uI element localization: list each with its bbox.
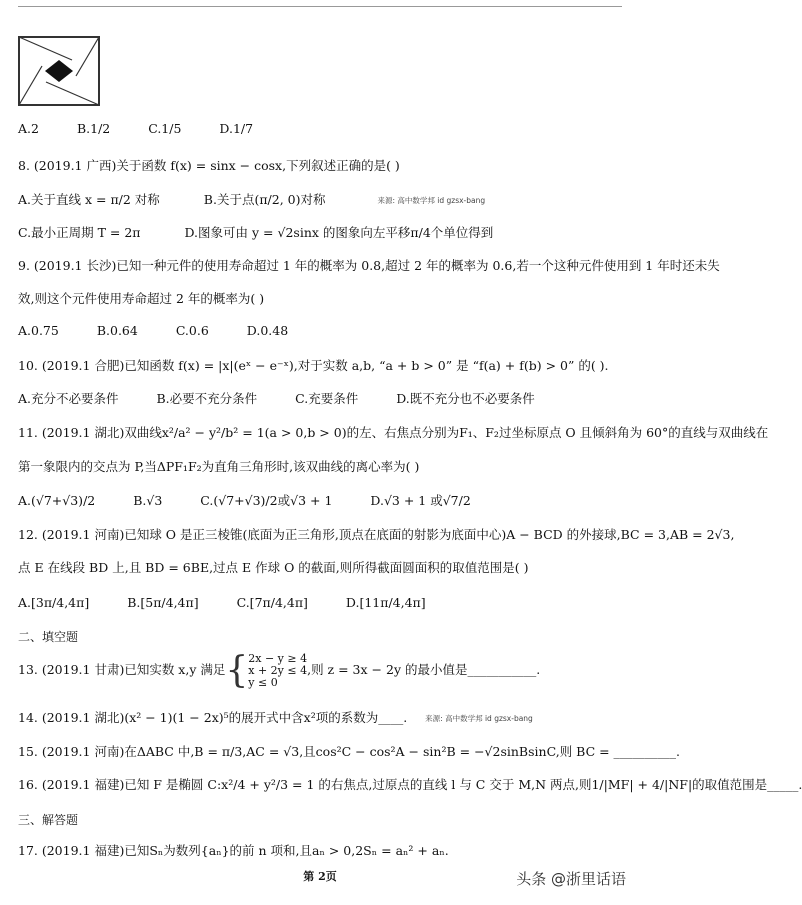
q8-options-row1 <box>18 191 622 210</box>
q7-option-c: C.1/5 <box>148 121 182 136</box>
q17-stem: 17. (2019.1 福建)已知Sₙ为数列{aₙ}的前 n 项和,且aₙ > 0,2Sₙ = aₙ² + aₙ. <box>18 843 449 858</box>
pinwheel-square-figure <box>18 36 100 106</box>
q8-option-d: D.图象可由 y = √2sinx 的图象向左平移π/4个单位得到 <box>184 225 494 240</box>
q15-stem: 15. (2019.1 河南)在ΔABC 中,B = π/3,AC = √3,且cos²C − cos²A − sin²B = −√2sinBsinC,则 BC = __________. <box>18 744 681 759</box>
q13-stem <box>18 649 622 691</box>
q9-option-b: B.0.64 <box>96 323 138 338</box>
q13-ineq-1: 2x − y ≥ 4 <box>248 651 308 665</box>
q11-option-a: A.(√7+√3)/2 <box>18 493 96 508</box>
q8-option-a: A.关于直线 x = π/2 对称 <box>18 192 160 207</box>
q10-options <box>18 390 622 408</box>
q7-option-b: B.1/2 <box>76 121 111 136</box>
q16-stem: 16. (2019.1 福建)已知 F 是椭圆 C:x²/4 + y²/3 = 1 的右焦点,过原点的直线 l 与 C 交于 M,N 两点,则1/|MF| + 4/|NF|的取值范围是_____. <box>18 777 802 792</box>
brand-watermark: 头条 @浙里话语 <box>516 870 626 888</box>
q9-options <box>18 322 622 340</box>
q12-stem-line2: 点 E 在线段 BD 上,且 BD = 6BE,过点 E 作球 O 的截面,则所得截面圆面积的取值范围是( ) <box>18 560 529 575</box>
q9-option-d: D.0.48 <box>246 323 289 338</box>
section-fill-in-heading: 二、填空题 <box>18 630 79 644</box>
q11-stem-line2: 第一象限内的交点为 P,当ΔPF₁F₂为直角三角形时,该双曲线的离心率为( ) <box>18 459 420 474</box>
q11-stem-line1: 11. (2019.1 湖北)双曲线x²/a² − y²/b² = 1(a > 0,b > 0)的左、右焦点分别为F₁、F₂过坐标原点 O 且倾斜角为 60°的直线与双曲线在 <box>18 425 769 440</box>
q12-option-b: B.[5π/4,4π] <box>127 595 199 610</box>
watermark-text: 来源: 高中数学邦 id gzsx-bang <box>377 195 486 205</box>
q10-option-c: C.充要条件 <box>295 391 359 406</box>
q9-stem-line2: 效,则这个元件使用寿命超过 2 年的概率为( ) <box>18 291 265 306</box>
q8-option-c: C.最小正周期 T = 2π <box>18 225 141 240</box>
q7-options <box>18 120 622 138</box>
page-number: 第 2页 <box>303 870 337 883</box>
q13-ineq-3: y ≤ 0 <box>248 675 278 689</box>
q11-option-c: C.(√7+√3)/2或√3 + 1 <box>200 493 333 508</box>
q13-ineq-2: x + 2y ≤ 4 <box>248 663 308 677</box>
q14-stem: 14. (2019.1 湖北)(x² − 1)(1 − 2x)⁵的展开式中含x²项的系数为____. <box>18 710 408 725</box>
q10-option-d: D.既不充分也不必要条件 <box>396 391 535 406</box>
q14-stem-row <box>18 709 622 728</box>
q10-option-a: A.充分不必要条件 <box>18 391 119 406</box>
q8-stem: 8. (2019.1 广西)关于函数 f(x) = sinx − cosx,下列叙述正确的是( ) <box>18 158 400 173</box>
q12-stem-line1: 12. (2019.1 河南)已知球 O 是正三棱锥(底面为正三角形,顶点在底面的射影为底面中心)A − BCD 的外接球,BC = 3,AB = 2√3, <box>18 527 735 542</box>
q7-option-a: A.2 <box>18 121 39 136</box>
section-answer-heading: 三、解答题 <box>18 813 79 827</box>
q13-suffix: ,则 z = 3x − 2y 的最小值是___________. <box>307 662 541 677</box>
q12-options <box>18 594 622 612</box>
q7-option-d: D.1/7 <box>219 121 254 136</box>
q11-options <box>18 492 622 510</box>
q8-options-row2 <box>18 224 622 242</box>
brace-glyph: { <box>225 649 249 691</box>
q9-stem-line1: 9. (2019.1 长沙)已知一种元件的使用寿命超过 1 年的概率为 0.8,超过 2 年的概率为 0.6,若一个这种元件使用到 1 年时还未失 <box>18 258 720 273</box>
q8-option-b: B.关于点(π/2, 0)对称 <box>203 192 326 207</box>
q12-option-c: C.[7π/4,4π] <box>236 595 308 610</box>
top-rule <box>18 6 622 7</box>
q11-option-d: D.√3 + 1 或√7/2 <box>370 493 471 508</box>
watermark-text: 来源: 高中数学邦 id gzsx-bang <box>425 713 533 723</box>
q13-inequality-system <box>248 653 307 689</box>
q13-prefix: 13. (2019.1 甘肃)已知实数 x,y 满足 <box>18 662 226 677</box>
q10-stem: 10. (2019.1 合肥)已知函数 f(x) = |x|(eˣ − e⁻ˣ),对于实数 a,b, “a + b > 0” 是 “f(a) + f(b) > 0” 的( ). <box>18 358 609 373</box>
q9-option-c: C.0.6 <box>175 323 209 338</box>
q10-option-b: B.必要不充分条件 <box>156 391 258 406</box>
q9-option-a: A.0.75 <box>18 323 59 338</box>
q11-option-b: B.√3 <box>133 493 163 508</box>
q12-option-a: A.[3π/4,4π] <box>18 595 90 610</box>
q12-option-d: D.[11π/4,4π] <box>345 595 426 610</box>
